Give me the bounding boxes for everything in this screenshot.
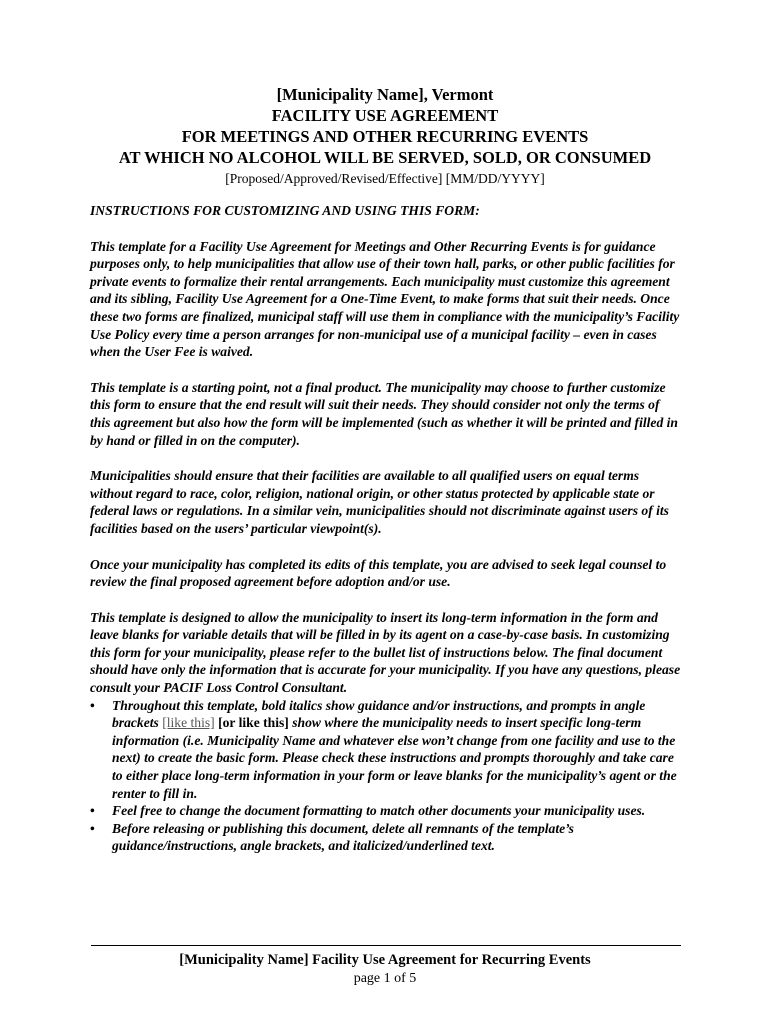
bullet-text: Feel free to change the document formatting to match other documents your municipality uses. bbox=[112, 803, 646, 819]
list-item bbox=[90, 820, 682, 855]
bullet-icon: • bbox=[90, 803, 95, 819]
page-number: page 1 of 5 bbox=[353, 971, 417, 986]
instructions-section bbox=[90, 202, 682, 855]
agreement-title: FACILITY USE AGREEMENT bbox=[271, 106, 499, 125]
bullet-text-continued: show where the municipality needs to insert specific long-term information (i.e. Municipality Name and whatever else won’t change from one facility and use to the next) to create the basic form. Please check these instructions and prompts thoroughly and take care to either place long-term information in your form or leave blanks for the municipality’s agent or the renter to fill in. bbox=[112, 715, 677, 801]
document-header bbox=[0, 84, 770, 188]
municipality-title: [Municipality Name], Vermont bbox=[276, 85, 494, 104]
instructions-paragraph-1: This template for a Facility Use Agreement for Meetings and Other Recurring Events is for guidance purposes only, to help municipalities that allow use of their town hall, parks, or other public facilities for private events to formalize their rental arrangements. Each municipality must customize this agreement and its sibling, Facility Use Agreement for a One-Time Event, to make forms that suit their needs. Once these two forms are finalized, municipal staff will use them in compliance with the municipality’s Facility Use Policy every time a person arranges for non-municipal use of a municipal facility – even in cases when the User Fee is waived. bbox=[90, 238, 680, 360]
footer-divider bbox=[91, 945, 681, 946]
footer-title: [Municipality Name] Facility Use Agreement for Recurring Events bbox=[179, 952, 591, 968]
instructions-paragraph-2: This template is a starting point, not a final product. The municipality may choose to further customize this form to ensure that the end result will suit their needs. They should consider not only the terms of this agreement but also how the form will be implemented (such as whether it will be printed and filled in by hand or filled in on the computer). bbox=[90, 379, 678, 448]
instructions-heading: INSTRUCTIONS FOR CUSTOMIZING AND USING THIS FORM: bbox=[90, 203, 480, 218]
list-item bbox=[90, 697, 682, 803]
page-footer bbox=[0, 951, 770, 988]
instructions-paragraph-5: This template is designed to allow the municipality to insert its long-term information in the form and leave blanks for variable details that will be filled in by its agent on a case-by-case basis. In customizing this form for your municipality, please refer to the bullet list of instructions below. The final document should have only the information that is accurate for your municipality. If you have any questions, please consult your PACIF Loss Control Consultant. bbox=[90, 609, 681, 696]
sample-prompt-underlined: [like this] bbox=[162, 715, 215, 731]
sample-prompt-bold: [or like this] bbox=[214, 715, 289, 731]
list-item bbox=[90, 802, 682, 820]
bullet-icon: • bbox=[90, 697, 95, 713]
bullet-text: Throughout this template, bold italics show guidance and/or instructions, and prompts in angle brackets bbox=[112, 697, 646, 731]
status-date-line: [Proposed/Approved/Revised/Effective] [MM/DD/YYYY] bbox=[225, 171, 545, 186]
instructions-paragraph-3: Municipalities should ensure that their facilities are available to all qualified users on equal terms without regard to race, color, religion, national origin, or other status protected by applicable state or federal laws or regulations. In a similar vein, municipalities should not discriminate against users of its facilities based on the users’ particular viewpoint(s). bbox=[90, 468, 669, 536]
bullet-text: Before releasing or publishing this document, delete all remnants of the template’s guidance/instructions, angle brackets, and italicized/underlined text. bbox=[112, 820, 574, 854]
agreement-subtitle-1: FOR MEETINGS AND OTHER RECURRING EVENTS bbox=[181, 127, 589, 146]
agreement-subtitle-2: AT WHICH NO ALCOHOL WILL BE SERVED, SOLD, OR CONSUMED bbox=[118, 148, 652, 167]
instructions-paragraph-4: Once your municipality has completed its edits of this template, you are advised to seek legal counsel to review the final proposed agreement before adoption and/or use. bbox=[90, 556, 667, 590]
instructions-bullet-list bbox=[90, 697, 682, 855]
bullet-icon: • bbox=[90, 820, 95, 836]
